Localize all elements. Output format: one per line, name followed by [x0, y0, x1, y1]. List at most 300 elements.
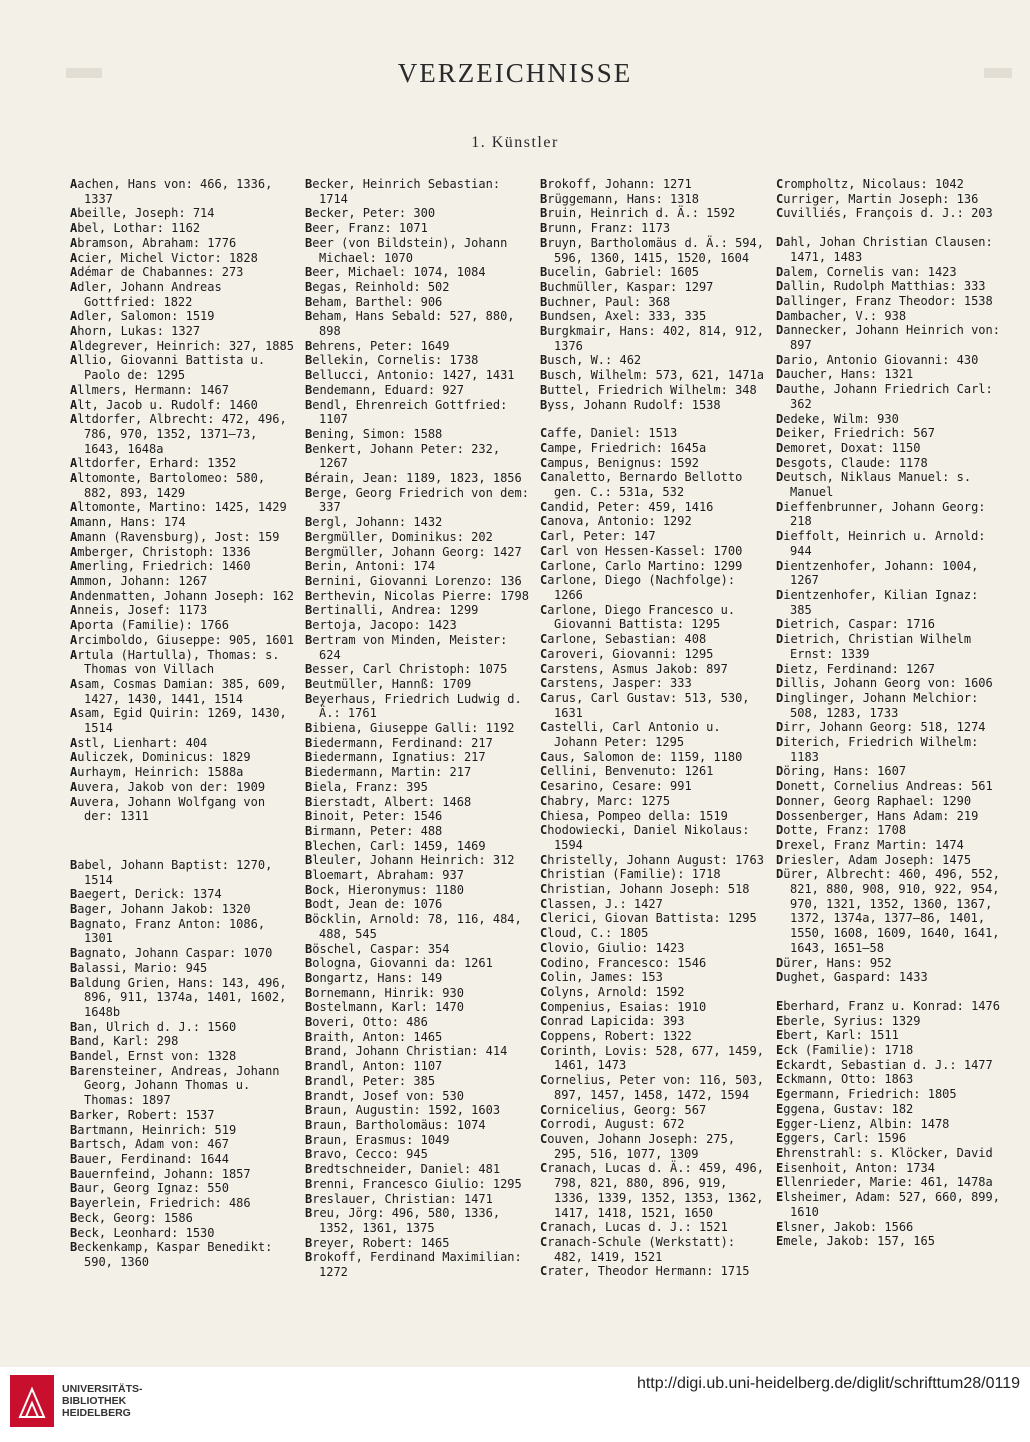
entry-initial: A	[70, 324, 78, 339]
index-entry: Altomonte, Bartolomeo: 580, 882, 893, 1429	[70, 471, 266, 500]
index-entry: Breyer, Robert: 1465	[305, 1235, 450, 1250]
index-entry: Egger-Lienz, Albin: 1478	[776, 1116, 950, 1131]
index-entry: Bergmüller, Johann Georg: 1427	[305, 544, 522, 559]
index-entry: Desgots, Claude: 1178	[776, 455, 928, 470]
index-entry: Dieffolt, Heinrich u. Arnold: 944	[776, 529, 986, 558]
index-entry: Deiker, Friedrich: 567	[776, 426, 935, 441]
entry-initial: C	[540, 882, 548, 897]
entry-initial: D	[776, 587, 784, 602]
index-entry: Biela, Franz: 395	[305, 779, 428, 794]
entry-initial: B	[305, 441, 313, 456]
entry-initial: B	[305, 353, 313, 368]
index-entry: Carl, Peter: 147	[540, 529, 656, 544]
index-entry: Bagnato, Johann Caspar: 1070	[70, 946, 273, 961]
index-entry: Canaletto, Bernardo Bellotto gen. C.: 531a, 532	[540, 470, 743, 500]
index-entry: Dallin, Rudolph Matthias: 333	[776, 279, 986, 294]
entry-initial: C	[540, 808, 548, 823]
entry-initial: B	[305, 1147, 313, 1162]
entry-initial: B	[305, 1088, 313, 1103]
entry-initial: B	[70, 1210, 78, 1225]
index-entry: Eckardt, Sebastian d. J.: 1477	[776, 1057, 993, 1072]
entry-initial: D	[776, 264, 784, 279]
entry-initial: D	[776, 440, 784, 455]
index-entry: Bertinalli, Andrea: 1299	[305, 603, 479, 618]
entry-initial: C	[540, 1264, 548, 1279]
entry-initial: A	[70, 706, 78, 721]
entry-initial: A	[70, 515, 78, 530]
entry-initial: B	[305, 809, 313, 824]
entry-initial: B	[305, 676, 313, 691]
entry-initial: A	[70, 221, 78, 236]
index-entry: Bening, Simon: 1588	[305, 426, 443, 441]
entry-initial: C	[540, 793, 548, 808]
entry-initial: A	[70, 544, 78, 559]
entry-initial: C	[540, 661, 548, 676]
index-entry: Beyerhaus, Friedrich Ludwig d. Ä.: 1761	[305, 691, 522, 721]
index-entry: Auvera, Johann Wolfgang von der: 1311	[70, 794, 266, 824]
index-entry: Dalem, Cornelis van: 1423	[776, 264, 957, 279]
entry-initial: B	[70, 1019, 78, 1034]
index-entry: Bagnato, Franz Anton: 1086, 1301	[70, 916, 266, 946]
index-entry: Cloud, C.: 1805	[540, 926, 649, 941]
entry-initial: B	[70, 1196, 78, 1211]
entry-initial: D	[776, 867, 784, 882]
entry-initial: A	[70, 765, 78, 780]
entry-initial: B	[305, 1206, 313, 1221]
entry-initial: C	[540, 1029, 548, 1044]
index-entry: Bellucci, Antonio: 1427, 1431	[305, 368, 515, 383]
index-entry: Eck (Familie): 1718	[776, 1043, 914, 1058]
index-entry: Böcklin, Arnold: 78, 116, 484, 488, 545	[305, 912, 522, 941]
index-entry: Bodt, Jean de: 1076	[305, 897, 443, 912]
entry-initial: D	[776, 617, 784, 632]
index-entry: Campe, Friedrich: 1645a	[540, 440, 707, 455]
entry-initial: D	[776, 676, 784, 691]
library-name-line: UNIVERSITÄTS-	[62, 1383, 143, 1395]
entry-initial: E	[776, 1087, 784, 1102]
entry-initial: B	[70, 1107, 78, 1122]
index-entry: Braun, Augustin: 1592, 1603	[305, 1103, 501, 1118]
entry-initial: B	[70, 902, 78, 917]
entry-initial: B	[70, 1063, 78, 1078]
entry-initial: A	[70, 632, 78, 647]
entry-initial: A	[70, 779, 78, 794]
entry-initial: D	[776, 808, 784, 823]
entry-initial: A	[70, 338, 78, 353]
entry-initial: B	[70, 1152, 78, 1166]
entry-initial: A	[70, 206, 78, 221]
entry-initial: B	[305, 1103, 313, 1118]
index-entry: Diterich, Friedrich Wilhelm: 1183	[776, 735, 979, 764]
entry-initial: B	[70, 1049, 78, 1064]
entry-initial: B	[305, 471, 313, 486]
index-entry: Conrad Lapicida: 393	[540, 1014, 685, 1029]
index-entry: Christelly, Johann August: 1763	[540, 852, 764, 867]
index-entry: Beham, Hans Sebald: 527, 880, 898	[305, 309, 515, 339]
entry-initial: A	[70, 500, 78, 515]
index-entry: Boveri, Otto: 486	[305, 1015, 428, 1030]
index-entry: Amann, Hans: 174	[70, 515, 186, 530]
index-entry: Artula (Hartulla), Thomas: s. Thomas von Villach	[70, 647, 280, 677]
entry-initial: B	[305, 1015, 313, 1030]
entry-initial: B	[305, 397, 313, 412]
entry-initial: A	[70, 559, 78, 574]
index-entry: Chiesa, Pompeo della: 1519	[540, 808, 728, 823]
entry-initial: B	[305, 221, 313, 236]
source-url[interactable]: http://digi.ub.uni-heidelberg.de/diglit/schrifttum28/0119	[636, 1375, 1020, 1392]
index-entry: Bostelmann, Karl: 1470	[305, 1000, 464, 1015]
index-column-4	[776, 177, 1001, 1249]
index-entry: Deutsch, Niklaus Manuel: s. Manuel	[776, 470, 972, 500]
index-entry: Christian, Johann Joseph: 518	[540, 882, 750, 897]
entry-initial: A	[70, 250, 78, 265]
index-entry: Curriger, Martin Joseph: 136	[776, 191, 979, 206]
entry-initial: C	[540, 1161, 548, 1176]
entry-initial: B	[305, 515, 313, 530]
index-entry: Bérain, Jean: 1189, 1823, 1856	[305, 471, 522, 486]
entry-initial: B	[305, 632, 313, 647]
index-entry: Balassi, Mario: 945	[70, 960, 208, 975]
index-entry: Dinglinger, Johann Melchior: 508, 1283, 1733	[776, 690, 979, 720]
entry-initial: C	[540, 1014, 548, 1029]
index-entry: Eisenhoit, Anton: 1734	[776, 1160, 935, 1175]
index-entry: Behrens, Peter: 1649	[305, 338, 450, 353]
entry-initial: E	[776, 1131, 784, 1146]
index-entry: Alt, Jacob u. Rudolf: 1460	[70, 397, 258, 412]
index-entry: Elsner, Jakob: 1566	[776, 1219, 914, 1234]
index-entry: Barker, Robert: 1537	[70, 1107, 215, 1122]
index-entry: Adler, Johann Andreas Gottfried: 1822	[70, 279, 222, 309]
index-entry: Cuvilliés, François d. J.: 203	[776, 206, 993, 221]
index-entry: Altdorfer, Erhard: 1352	[70, 456, 237, 471]
entry-initial: B	[305, 1250, 313, 1265]
entry-initial: B	[540, 309, 548, 324]
index-entry: Dotte, Franz: 1708	[776, 823, 907, 838]
entry-initial: A	[70, 412, 78, 427]
index-entry: Cellini, Benvenuto: 1261	[540, 764, 714, 779]
entry-initial: D	[776, 308, 784, 323]
entry-initial: B	[305, 853, 313, 868]
entry-initial: C	[540, 514, 548, 529]
index-entry: Dossenberger, Hans Adam: 219	[776, 808, 979, 823]
index-entry: Classen, J.: 1427	[540, 896, 663, 911]
index-entry: Chodowiecki, Daniel Nikolaus: 1594	[540, 823, 750, 852]
entry-initial: A	[70, 456, 78, 471]
entry-initial: B	[305, 573, 313, 588]
index-entry: Brokoff, Johann: 1271	[540, 177, 692, 191]
index-entry: Dambacher, V.: 938	[776, 308, 907, 323]
index-entry: Binoit, Peter: 1546	[305, 809, 443, 824]
index-entry: Beer, Franz: 1071	[305, 221, 428, 236]
entry-initial: B	[540, 206, 548, 221]
entry-initial: B	[305, 544, 313, 559]
entry-initial: B	[305, 765, 313, 780]
index-entry: Byss, Johann Rudolf: 1538	[540, 397, 721, 412]
entry-initial: B	[305, 1059, 313, 1074]
entry-initial: B	[305, 235, 313, 250]
index-entry: Brüggemann, Hans: 1318	[540, 191, 699, 206]
index-entry: Eggena, Gustav: 182	[776, 1101, 914, 1116]
index-entry: Driesler, Adam Joseph: 1475	[776, 852, 972, 867]
index-entry: Döring, Hans: 1607	[776, 764, 907, 779]
index-entry: Cranach, Lucas d. Ä.: 459, 496, 798, 821, 880, 896, 919, 1336, 1339, 1352, 1353, 1362, 1417, 1418, 1521, 1650	[540, 1161, 764, 1220]
entry-initial: C	[540, 602, 548, 617]
index-entry: Bertoja, Jacopo: 1423	[305, 618, 457, 633]
entry-initial: D	[776, 293, 784, 308]
index-entry: Bauer, Ferdinand: 1644	[70, 1152, 229, 1166]
entry-initial: C	[540, 573, 548, 588]
entry-initial: D	[776, 955, 784, 970]
entry-initial: B	[305, 1132, 313, 1147]
entry-initial: A	[70, 676, 78, 691]
entry-initial: C	[540, 852, 548, 867]
entry-initial: C	[540, 764, 548, 779]
index-entry: Bergmüller, Dominikus: 202	[305, 529, 493, 544]
index-entry: Astl, Lienhart: 404	[70, 735, 208, 750]
index-entry: Carlone, Sebastian: 408	[540, 632, 707, 647]
entry-initial: C	[540, 749, 548, 764]
entry-initial: B	[540, 177, 548, 191]
entry-initial: B	[540, 235, 548, 250]
entry-initial: C	[540, 999, 548, 1014]
index-entry: Clerici, Giovan Battista: 1295	[540, 911, 757, 926]
index-entry: Altomonte, Martino: 1425, 1429	[70, 500, 287, 515]
entry-initial: B	[305, 265, 313, 280]
entry-initial: B	[70, 1137, 78, 1152]
entry-initial: D	[776, 823, 784, 838]
entry-initial: D	[776, 529, 784, 544]
index-entry: Bergl, Johann: 1432	[305, 515, 443, 530]
index-entry: Bager, Johann Jakob: 1320	[70, 902, 251, 917]
entry-initial: B	[70, 960, 78, 975]
index-entry: Berge, Georg Friedrich von dem: 337	[305, 485, 529, 515]
entry-initial: B	[305, 177, 313, 191]
entry-initial: D	[776, 632, 784, 647]
entry-initial: E	[776, 1013, 784, 1028]
entry-initial: C	[540, 779, 548, 794]
entry-initial: B	[305, 838, 313, 853]
entry-initial: B	[305, 1118, 313, 1132]
index-entry: Brandl, Peter: 385	[305, 1073, 436, 1088]
entry-initial: E	[776, 1072, 784, 1087]
index-entry: Beer, Michael: 1074, 1084	[305, 265, 486, 280]
index-entry: Carlone, Diego Francesco u. Giovanni Battista: 1295	[540, 602, 736, 632]
entry-initial: C	[776, 191, 784, 206]
entry-initial: C	[540, 984, 548, 999]
index-entry: Bundsen, Axel: 333, 335	[540, 309, 707, 324]
index-entry: Colin, James: 153	[540, 970, 663, 985]
index-entry: Bruin, Heinrich d. Ä.: 1592	[540, 206, 736, 221]
index-entry: Dürer, Albrecht: 460, 496, 552, 821, 880, 908, 910, 922, 954, 970, 1321, 1352, 1360, 1367, 1372, 1374a, 1377—86, 1401, 1550, 1608, 1609, 1640, 1641, 1643, 1651—58	[776, 867, 1000, 955]
entry-initial: D	[776, 352, 784, 367]
entry-initial: C	[540, 1117, 548, 1132]
entry-initial: C	[540, 646, 548, 661]
index-entry: Dahl, Johan Christian Clausen: 1471, 1483	[776, 235, 993, 264]
index-entry: Ahorn, Lukas: 1327	[70, 324, 201, 339]
entry-initial: B	[540, 294, 548, 309]
index-entry: Ammon, Johann: 1267	[70, 573, 208, 588]
entry-initial: D	[776, 852, 784, 867]
index-entry: Beck, Georg: 1586	[70, 1210, 193, 1225]
index-entry: Couven, Johann Joseph: 275, 295, 516, 1077, 1309	[540, 1132, 736, 1161]
index-entry: Brenni, Francesco Giulio: 1295	[305, 1176, 522, 1191]
entry-initial: B	[70, 857, 78, 872]
entry-initial: E	[776, 1190, 784, 1205]
entry-initial: B	[70, 916, 78, 931]
entry-initial: B	[540, 324, 548, 339]
index-entry: Berin, Antoni: 174	[305, 559, 436, 574]
index-entry: Barensteiner, Andreas, Johann Georg, Johann Thomas u. Thomas: 1897	[70, 1063, 280, 1108]
entry-initial: C	[540, 455, 548, 470]
index-entry: Egermann, Friedrich: 1805	[776, 1087, 957, 1102]
index-entry: Arcimboldo, Giuseppe: 905, 1601	[70, 632, 294, 647]
entry-initial: B	[305, 206, 313, 221]
index-entry: Cornicelius, Georg: 567	[540, 1102, 707, 1117]
index-entry: Dillis, Johann Georg von: 1606	[776, 676, 993, 691]
index-entry: Eberle, Syrius: 1329	[776, 1013, 921, 1028]
index-entry: Dauthe, Johann Friedrich Carl: 362	[776, 382, 993, 411]
entry-initial: A	[70, 235, 78, 250]
entry-initial: B	[540, 368, 548, 383]
entry-initial: C	[540, 896, 548, 911]
entry-initial: B	[305, 618, 313, 633]
entry-initial: D	[776, 455, 784, 470]
index-entry: Demoret, Doxat: 1150	[776, 440, 921, 455]
entry-initial: B	[305, 309, 313, 324]
index-entry: Caus, Salomon de: 1159, 1180	[540, 749, 743, 764]
entry-initial: B	[305, 559, 313, 574]
entry-initial: C	[540, 867, 548, 882]
entry-initial: B	[305, 912, 313, 927]
index-column-3	[540, 177, 765, 1279]
entry-initial: E	[776, 1028, 784, 1043]
entry-initial: D	[776, 970, 784, 985]
entry-initial: E	[776, 1234, 784, 1249]
entry-initial: E	[776, 1057, 784, 1072]
entry-initial: C	[540, 823, 548, 838]
entry-initial: C	[540, 970, 548, 985]
index-entry: Dietrich, Caspar: 1716	[776, 617, 935, 632]
index-entry: Carlone, Diego (Nachfolge): 1266	[540, 573, 736, 602]
library-name	[62, 1383, 143, 1419]
entry-initial: B	[70, 887, 78, 902]
index-entry: Allio, Giovanni Battista u. Paolo de: 1295	[70, 353, 266, 383]
index-entry: Corinth, Lovis: 528, 677, 1459, 1461, 1473	[540, 1043, 764, 1073]
index-entry: Baegert, Derick: 1374	[70, 887, 222, 902]
index-entry: Ellenrieder, Marie: 461, 1478a	[776, 1175, 993, 1190]
entry-initial: A	[70, 177, 78, 191]
entry-initial: B	[305, 1044, 313, 1059]
index-entry: Elsheimer, Adam: 527, 660, 899, 1610	[776, 1190, 1000, 1219]
entry-initial: B	[305, 735, 313, 750]
entry-initial: C	[540, 470, 548, 485]
index-entry: Abramson, Abraham: 1776	[70, 235, 237, 250]
entry-initial: A	[70, 279, 78, 294]
entry-initial: C	[540, 529, 548, 544]
entry-initial: B	[305, 529, 313, 544]
index-entry: Brandl, Anton: 1107	[305, 1059, 443, 1074]
index-entry: Emele, Jakob: 157, 165	[776, 1234, 935, 1249]
entry-initial: C	[540, 558, 548, 573]
entry-initial: B	[305, 279, 313, 294]
index-entry: Bibiena, Giuseppe Galli: 1192	[305, 721, 515, 736]
index-entry: Dallinger, Franz Theodor: 1538	[776, 293, 993, 308]
index-entry: Donner, Georg Raphael: 1290	[776, 793, 972, 808]
entry-initial: C	[540, 1220, 548, 1235]
index-entry: Cranach-Schule (Werkstatt): 482, 1419, 1521	[540, 1234, 736, 1264]
index-entry: Brand, Johann Christian: 414	[305, 1044, 508, 1059]
entry-initial: D	[776, 779, 784, 794]
entry-initial: B	[305, 941, 313, 956]
library-name-line: BIBLIOTHEK	[62, 1395, 127, 1407]
index-entry: Bellekin, Cornelis: 1738	[305, 353, 479, 368]
index-entry: Bendemann, Eduard: 927	[305, 382, 464, 397]
index-entry: Codino, Francesco: 1546	[540, 955, 707, 970]
entry-initial: B	[305, 721, 313, 736]
index-entry: Eberhard, Franz u. Konrad: 1476	[776, 998, 1000, 1013]
entry-initial: C	[540, 1073, 548, 1088]
entry-initial: D	[776, 367, 784, 382]
index-entry: Carstens, Jasper: 333	[540, 676, 692, 691]
index-entry: Dedeke, Wilm: 930	[776, 411, 899, 426]
entry-initial: B	[305, 1162, 313, 1177]
entry-initial: D	[776, 735, 784, 750]
index-entry: Besser, Carl Christoph: 1075	[305, 662, 508, 677]
index-column-1	[70, 177, 295, 1270]
entry-initial: B	[540, 397, 548, 412]
index-entry: Benkert, Johann Peter: 232, 1267	[305, 441, 501, 471]
index-entry: Busch, Wilhelm: 573, 621, 1471a	[540, 368, 764, 383]
index-entry: Beck, Leonhard: 1530	[70, 1225, 215, 1240]
index-entry: Bierstadt, Albert: 1468	[305, 794, 472, 809]
entry-initial: B	[540, 221, 548, 236]
entry-initial: B	[305, 338, 313, 353]
entry-initial: D	[776, 690, 784, 705]
index-entry: Caroveri, Giovanni: 1295	[540, 646, 714, 661]
entry-initial: B	[70, 946, 78, 961]
entry-initial: E	[776, 1101, 784, 1116]
index-entry: Anneis, Josef: 1173	[70, 603, 208, 618]
library-name-line: HEIDELBERG	[62, 1407, 131, 1419]
entry-initial: A	[70, 603, 78, 618]
index-entry: Beutmüller, Hannß: 1709	[305, 676, 472, 691]
index-entry: Bendl, Ehrenreich Gottfried: 1107	[305, 397, 508, 427]
entry-initial: C	[540, 690, 548, 705]
index-entry: Auvera, Jakob von der: 1909	[70, 779, 266, 794]
index-entry: Dientzenhofer, Johann: 1004, 1267	[776, 558, 979, 588]
index-entry: Amerling, Friedrich: 1460	[70, 559, 251, 574]
entry-initial: E	[776, 1116, 784, 1131]
index-entry: Dirr, Johann Georg: 518, 1274	[776, 720, 986, 735]
entry-initial: C	[540, 499, 548, 514]
index-entry: Acier, Michel Victor: 1828	[70, 250, 258, 265]
index-entry: Dietz, Ferdinand: 1267	[776, 661, 935, 676]
library-logo-icon	[10, 1375, 54, 1427]
index-entry: Beckenkamp, Kaspar Benedikt: 590, 1360	[70, 1240, 273, 1269]
entry-initial: C	[540, 940, 548, 955]
index-entry: Asam, Cosmas Damian: 385, 609, 1427, 1430, 1441, 1514	[70, 676, 287, 706]
index-entry: Beham, Barthel: 906	[305, 294, 443, 309]
entry-initial: B	[305, 662, 313, 677]
entry-initial: A	[70, 382, 78, 397]
entry-initial: B	[70, 1225, 78, 1240]
index-entry: Andenmatten, Johann Joseph: 162	[70, 588, 294, 603]
entry-initial: B	[305, 485, 313, 500]
entry-initial: A	[70, 471, 78, 486]
index-entry: Abeille, Joseph: 714	[70, 206, 215, 221]
page-title: VERZEICHNISSE	[397, 58, 633, 88]
index-entry: Band, Karl: 298	[70, 1034, 179, 1049]
